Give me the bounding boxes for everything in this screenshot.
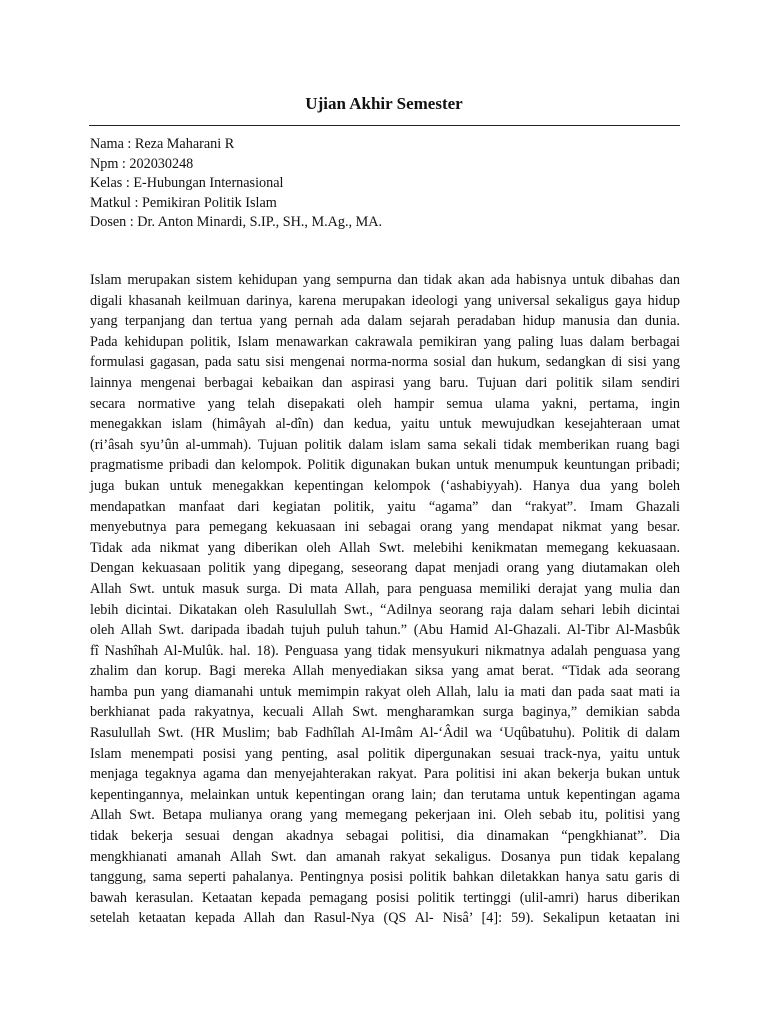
student-identity-block bbox=[90, 135, 680, 233]
essay-line: Islam merupakan sistem kehidupan yang sempurna dan tidak akan ada habisnya untuk dibahas dan bbox=[90, 272, 680, 288]
essay-line: lainnya mengenai berbagai kebaikan dan aspirasi yang baru. Tujuan dari politik silam sendiri bbox=[90, 374, 680, 391]
essay-line: pragmatisme pribadi dan kelompok. Politik digunakan bukan untuk menumpuk keuntungan pribadi; bbox=[90, 457, 680, 474]
essay-line: tidak bekerja sesuai dengan akadnya sebagai politisi, dia dinamakan “pengkhianat”. Dia bbox=[90, 828, 680, 845]
essay-line: secara normative yang telah disepakati oleh hampir semua ulama yakni, pertama, ingin bbox=[90, 395, 680, 412]
identity-class: Kelas : E-Hubungan Internasional bbox=[90, 175, 284, 192]
essay-line: bawah kerasulan. Ketaatan kepada pemagang posisi politik tertinggi (ulil-amri) harus diberikan bbox=[90, 889, 680, 906]
essay-line: fî Nashîhah Al-Mulûk. hal. 18). Penguasa yang tidak mensyukuri nikmatnya adalah penguasa yang bbox=[90, 642, 680, 659]
identity-course: Matkul : Pemikiran Politik Islam bbox=[90, 194, 277, 211]
essay-line: menyebutnya para pemegang kekuasaan ini sebagai orang yang mendapat nikmat yang besar. bbox=[90, 519, 680, 536]
essay-line: menjaga tegaknya agama dan menyejahterakan rakyat. Para politisi ini akan bekerja bukan untuk bbox=[90, 766, 680, 783]
essay-line: Allah Swt. untuk masuk surga. Di mata Allah, para penguasa memiliki derajat yang mulia dan bbox=[90, 580, 680, 597]
title-divider bbox=[89, 125, 680, 126]
essay-line: juga bukan untuk menegakkan kepentingan kelompok (‘ashabiyyah). Hanya dua yang boleh bbox=[90, 477, 680, 494]
essay-line: setelah ketaatan kepada Allah dan Rasul-Nya (QS Al- Nisâ’ [4]: 59). Sekalipun ketaatan ini bbox=[90, 910, 680, 927]
essay-line: zhalim dan korup. Bagi mereka Allah menyediakan siksa yang amat berat. “Tidak ada seorang bbox=[90, 663, 680, 680]
essay-line: Dengan kekuasaan politik yang dipegang, seseorang dapat menjadi orang yang diutamakan oleh bbox=[90, 560, 680, 577]
essay-body bbox=[90, 270, 680, 929]
essay-line: lebih dicintai. Dikatakan oleh Rasulullah Swt., “Adilnya seorang raja dalam sehari lebih dicintai bbox=[90, 601, 680, 618]
essay-line: hamba pun yang diamanahi untuk memimpin rakyat oleh Allah, lalu ia mati dan pada saat mati ia bbox=[90, 683, 680, 700]
essay-line: formulasi gagasan, pada satu sisi mengenai norma-norma sosial dan hukum, sedangkan di sisi yang bbox=[90, 354, 680, 371]
document-title: Ujian Akhir Semester bbox=[305, 94, 463, 113]
essay-line: oleh Allah Swt. daripada ibadah tujuh puluh tahun.” (Abu Hamid Al-Ghazali. Al-Tibr Al-Masbûk bbox=[90, 622, 680, 639]
essay-line: mendapatkan manfaat dari kegiatan politik, yaitu “agama” dan “rakyat”. Imam Ghazali bbox=[90, 498, 680, 515]
essay-line: digali khasanah keilmuan darinya, karena merupakan ideologi yang universal sekaligus gaya hidup bbox=[90, 292, 680, 309]
essay-line: menegakkan islam (himâyah al-dîn) dan kedua, yaitu untuk mewujudkan kesejahteraan umat bbox=[90, 416, 680, 433]
essay-line: tanggung, sama seperti pahalanya. Pentingnya posisi politik bahkan diletakkan hanya satu garis di bbox=[90, 869, 680, 886]
essay-line: (ri’âsah syu’ûn al-ummah). Tujuan politik dalam islam sama sekali tidak memberikan ruang bagi bbox=[90, 436, 680, 453]
essay-line: Allah Swt. Betapa mulianya orang yang memegang pekerjaan ini. Oleh sebab itu, politisi yang bbox=[90, 807, 680, 824]
essay-line: Tidak ada nikmat yang diberikan oleh Allah Swt. melebihi kenikmatan memegang kekuasaan. bbox=[90, 539, 680, 556]
essay-line: berkhianat pada rakyatnya, kecuali Allah Swt. mengharamkan surga baginya,” demikian sabda bbox=[90, 704, 680, 721]
essay-line: Islam menempati posisi yang penting, asal politik dipergunakan sesuai track-nya, yaitu untuk bbox=[90, 745, 680, 762]
identity-npm: Npm : 202030248 bbox=[90, 155, 194, 172]
essay-line: mengkhianati amanah Allah Swt. dan amanah rakyat sekaligus. Dosanya pun tidak kepalang bbox=[90, 848, 680, 865]
identity-name: Nama : Reza Maharani R bbox=[90, 136, 235, 152]
essay-line: kepentingannya, melainkan untuk kepentingan orang lain; dan terutama untuk kepentingan agama bbox=[90, 786, 680, 803]
essay-line: Pada kehidupan politik, Islam menawarkan cakrawala pemikiran yang paling luas dalam berbagai bbox=[90, 333, 680, 350]
identity-lecturer: Dosen : Dr. Anton Minardi, S.IP., SH., M.Ag., MA. bbox=[90, 214, 383, 231]
essay-line: Rasulullah Swt. (HR Muslim; bab Fadhîlah Al-Imâm Al-‘Âdil wa ‘Uqûbatuhu). Politik di dalam bbox=[90, 725, 680, 742]
essay-line: yang terpanjang dan tertua yang pernah ada dalam sejarah peradaban hidup manusia dan dunia. bbox=[90, 313, 680, 330]
